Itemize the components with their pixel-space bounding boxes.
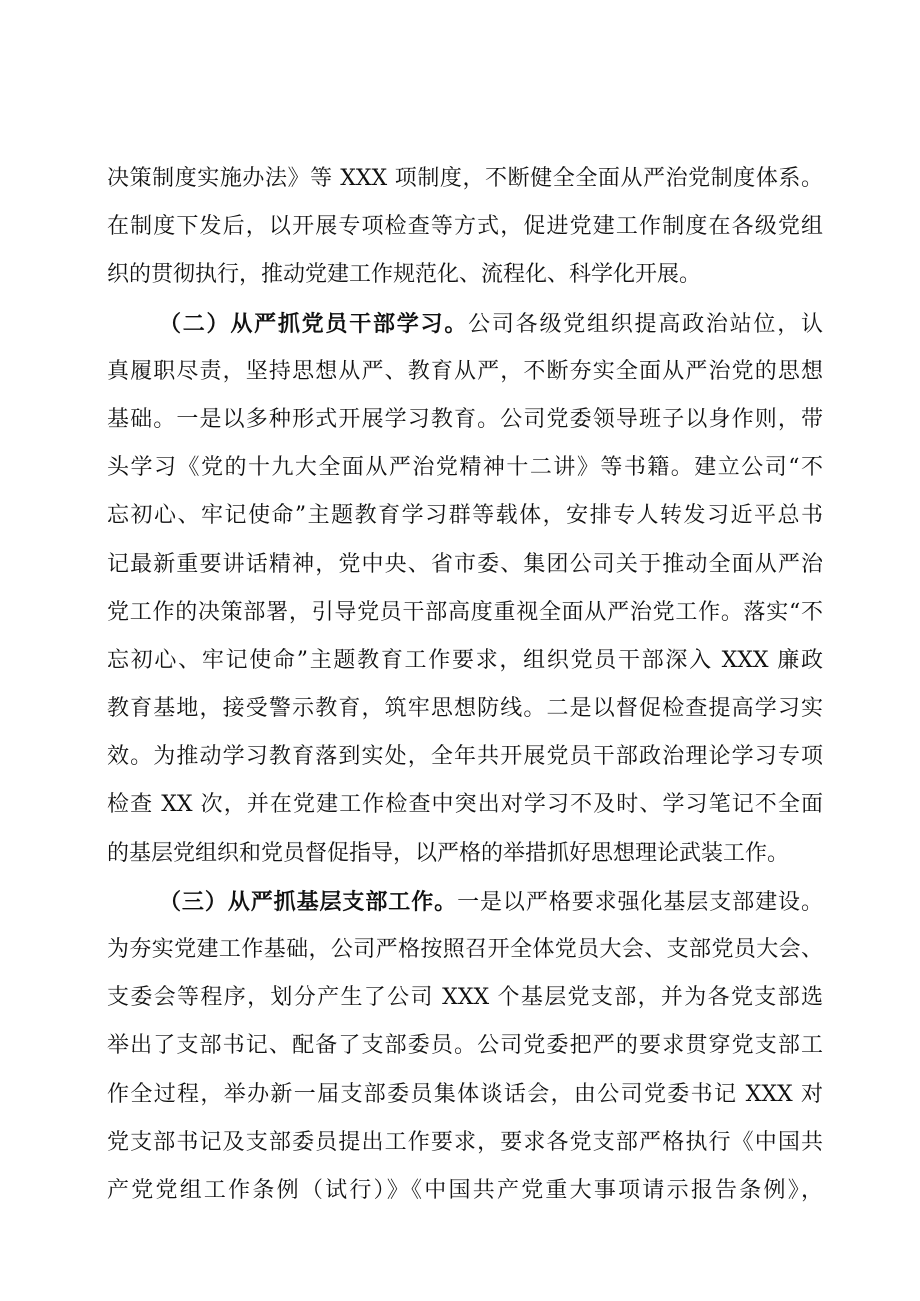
text-line: 教育基地，接受警示教育，筑牢思想防线。二是以督促检查提高学习实 [107, 696, 823, 722]
text-line: 举出了支部书记、配备了支部委员。公司党委把严的要求贯穿党支部工 [107, 1033, 823, 1059]
text-line: 头学习《党的十九大全面从严治党精神十二讲》等书籍。建立公司“不 [107, 455, 823, 481]
text-line: 支委会等程序，划分产生了公司 XXX 个基层党支部，并为各党支部选 [107, 985, 823, 1011]
text-line: 记最新重要讲话精神，党中央、省市委、集团公司关于推动全面从严治 [107, 551, 823, 577]
paragraph [107, 300, 823, 878]
text-line: 织的贯彻执行，推动党建工作规范化、流程化、科学化开展。 [107, 262, 702, 288]
text-line: 检查 XX 次，并在党建工作检查中突出对学习不及时、学习笔记不全面 [107, 792, 823, 818]
text-line: 为夯实党建工作基础，公司严格按照召开全体党员大会、支部党员大会、 [107, 937, 823, 962]
text-line: 决策制度实施办法》等 XXX 项制度，不断健全全面从严治党制度体系。 [107, 166, 823, 191]
text-line: 的基层党组织和党员督促指导，以严格的举措抓好思想理论武装工作。 [107, 840, 790, 866]
document-body [107, 155, 823, 1215]
text-line: 忘初心、牢记使命”主题教育工作要求，组织党员干部深入 XXX 廉政 [107, 647, 823, 673]
section-heading: （三）从严抓基层支部工作。 [159, 888, 458, 915]
text-line: 基础。一是以多种形式开展学习教育。公司党委领导班子以身作则，带 [107, 406, 823, 432]
text-line: 党工作的决策部署，引导党员干部高度重视全面从严治党工作。落实“不 [107, 599, 823, 625]
text-line: 真履职尽责，坚持思想从严、教育从严，不断夯实全面从严治党的思想 [107, 358, 823, 384]
paragraph [107, 878, 823, 1215]
text-line: 作全过程，举办新一届支部委员集体谈话会，由公司党委书记 XXX 对 [107, 1081, 823, 1107]
text-run: 公司各级党组织提高政治站位，认 [468, 311, 823, 337]
paragraph [107, 155, 823, 300]
text-line [107, 878, 823, 926]
text-line: 党支部书记及支部委员提出工作要求，要求各党支部严格执行《中国共 [107, 1129, 823, 1155]
text-line: 效。为推动学习教育落到实处，全年共开展党员干部政治理论学习专项 [107, 744, 823, 770]
text-line: 忘初心、牢记使命”主题教育学习群等载体，安排专人转发习近平总书 [107, 503, 823, 529]
text-line: 在制度下发后，以开展专项检查等方式，促进党建工作制度在各级党组 [107, 214, 823, 240]
text-line: 产党党组工作条例（试行）》《中国共产党重大事项请示报告条例》， [107, 1177, 823, 1203]
text-line [107, 300, 823, 348]
section-heading: （二）从严抓党员干部学习。 [159, 310, 469, 337]
text-run: 一是以严格要求强化基层支部建设。 [457, 889, 823, 915]
